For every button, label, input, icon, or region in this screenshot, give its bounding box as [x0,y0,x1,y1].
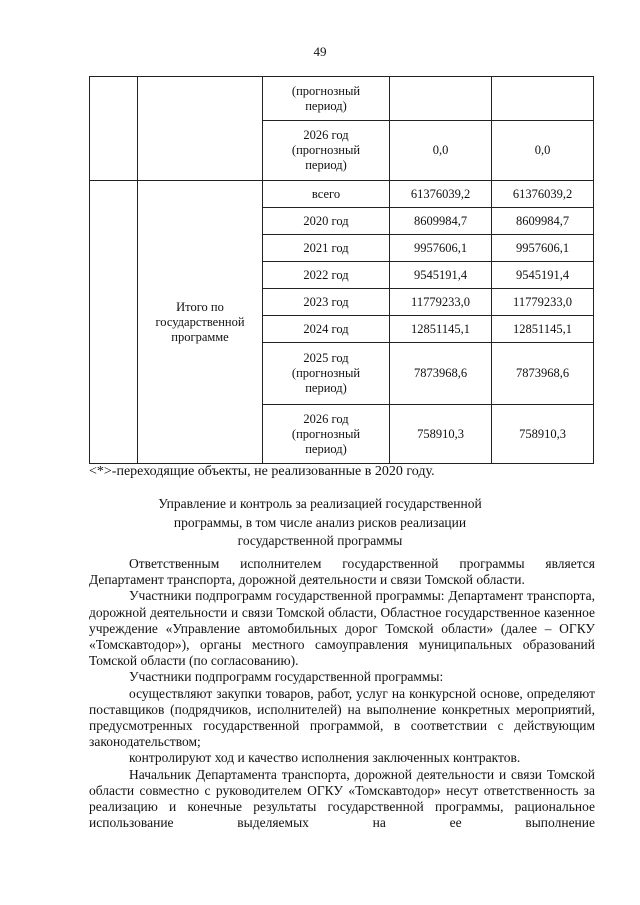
value-cell: 11779233,0 [390,289,492,316]
paragraph: контролируют ход и качество исполнения заключенных контрактов. [129,750,521,766]
table-row [90,181,594,208]
value-cell: 9957606,1 [492,235,594,262]
paragraph: Начальник Департамента транспорта, дорожной деятельности и связи Томской области совместно с руководителем ОГКУ «Томскавтодор» несут ответственность за реализацию и конечные результаты государственной программы, рациональное использование выделяемых на ее выполнение [89,766,595,831]
page-number: 49 [313,44,327,59]
period-cell: (прогнозный период) [263,77,390,121]
value-cell: 8609984,7 [492,208,594,235]
period-cell: 2024 год [263,316,390,343]
value-cell [390,77,492,121]
table-row [90,77,594,121]
period-cell: 2023 год [263,289,390,316]
total-label: Итого по государственной программе [138,181,263,464]
body-text [89,556,595,831]
value-cell: 12851145,1 [390,316,492,343]
value-cell: 0,0 [390,121,492,181]
period-cell: 2021 год [263,235,390,262]
value-cell: 0,0 [492,121,594,181]
value-cell: 758910,3 [390,405,492,464]
value-cell [492,77,594,121]
budget-table [89,76,594,464]
period-cell: 2020 год [263,208,390,235]
period-cell: 2022 год [263,262,390,289]
value-cell: 758910,3 [492,405,594,464]
paragraph: Участники подпрограмм государственной программы: Департамент транспорта, дорожной деятельности и связи Томской области, Областное государственное казенное учреждение «Управление автомобильных дорог Томской области» (далее – ОГКУ «Томскавтодор»), органы местного самоуправления муниципальных образований Томской области (по согласованию). [89,588,595,669]
period-cell: 2026 год (прогнозный период) [263,121,390,181]
value-cell: 7873968,6 [492,343,594,405]
paragraph: осуществляют закупки товаров, работ, услуг на конкурсной основе, определяют поставщиков (подрядчиков, исполнителей) на выполнение конкретных мероприятий, предусмотренных государственной программой, в соответствии с действующим законодательством; [89,685,595,750]
paragraph: Участники подпрограмм государственной программы: [129,669,444,685]
value-cell: 11779233,0 [492,289,594,316]
empty-cell [138,77,263,181]
value-cell: 12851145,1 [492,316,594,343]
value-cell: 7873968,6 [390,343,492,405]
value-cell: 9545191,4 [492,262,594,289]
paragraph: Ответственным исполнителем государственной программы является Департамент транспорта, дорожной деятельности и связи Томской области. [89,556,595,588]
value-cell: 8609984,7 [390,208,492,235]
empty-cell [90,181,138,464]
value-cell: 61376039,2 [492,181,594,208]
footnote: <*>-переходящие объекты, не реализованные в 2020 году. [89,464,435,479]
empty-cell [90,77,138,181]
value-cell: 9545191,4 [390,262,492,289]
value-cell: 61376039,2 [390,181,492,208]
period-cell: всего [263,181,390,208]
period-cell: 2025 год (прогнозный период) [263,343,390,405]
period-cell: 2026 год (прогнозный период) [263,405,390,464]
section-heading: Управление и контроль за реализацией государственной программы, в том числе анализ рисков реализации государственной программы [158,496,482,548]
value-cell: 9957606,1 [390,235,492,262]
